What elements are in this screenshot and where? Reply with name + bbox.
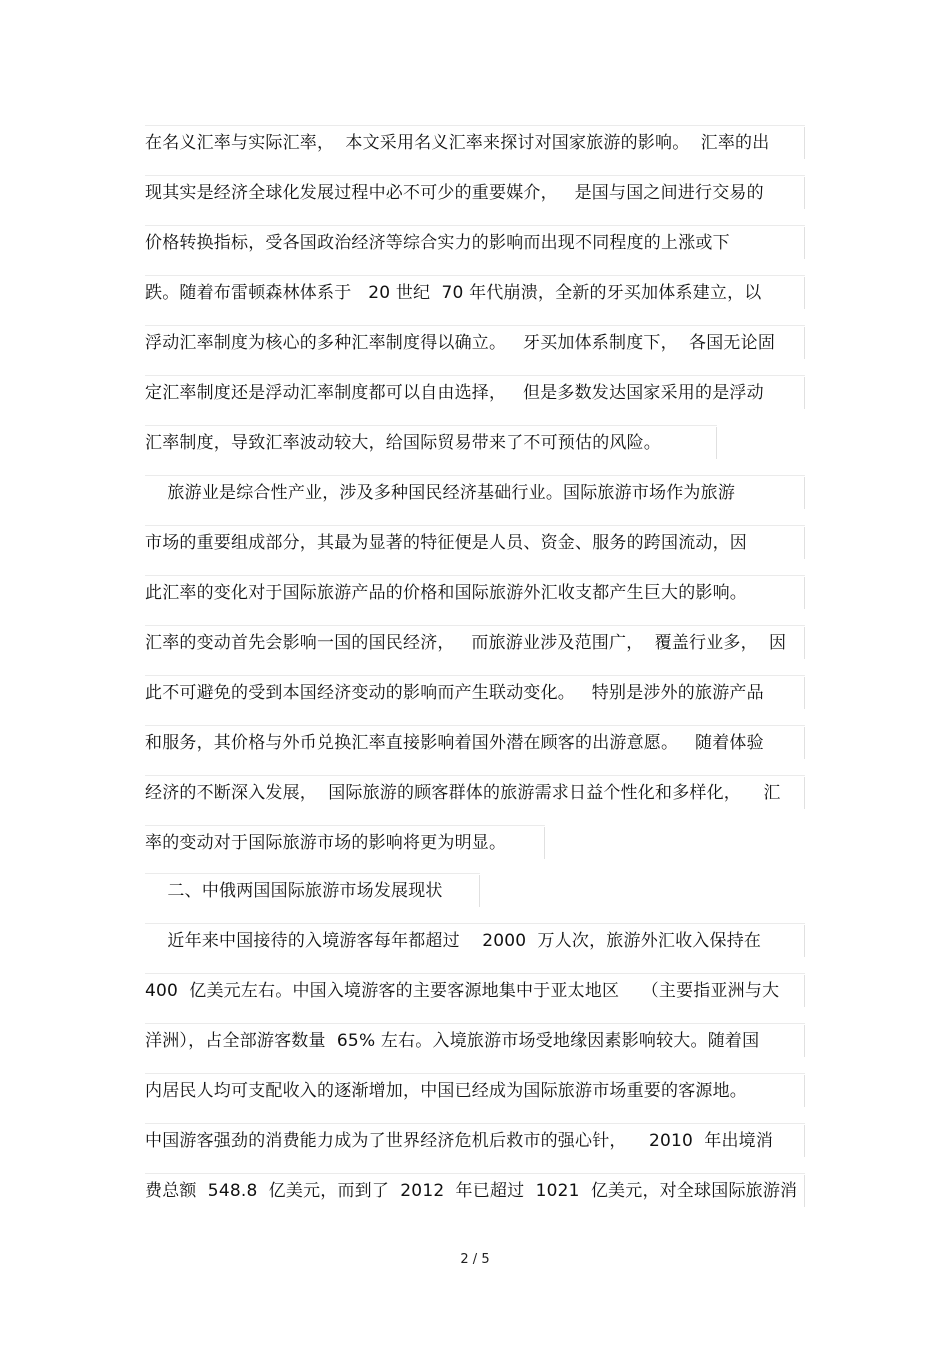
section-heading: 二、中俄两国国际旅游市场发展现状 <box>145 873 480 909</box>
text-line-14: 经济的不断深入发展， 国际旅游的顾客群体的旅游需求日益个性化和多样化， 汇 <box>145 775 805 811</box>
text-line-13: 和服务，其价格与外币兑换汇率直接影响着国外潜在顾客的出游意愿。 随着体验 <box>145 725 805 761</box>
text-line-3: 价格转换指标，受各国政治经济等综合实力的影响而出现不同程度的上涨或下 <box>145 225 805 261</box>
text-line-5: 浮动汇率制度为核心的多种汇率制度得以确立。 牙买加体系制度下， 各国无论固 <box>145 325 805 361</box>
page-number: 2 / 5 <box>460 1252 490 1267</box>
text-line-9: 市场的重要组成部分，其最为显著的特征便是人员、资金、服务的跨国流动，因 <box>145 525 805 561</box>
text-line-12: 此不可避免的受到本国经济变动的影响而产生联动变化。 特别是涉外的旅游产品 <box>145 675 805 711</box>
text-line-20: 中国游客强劲的消费能力成为了世界经济危机后救市的强心针， 2010 年出境消 <box>145 1123 805 1159</box>
text-line-11: 汇率的变动首先会影响一国的国民经济， 而旅游业涉及范围广， 覆盖行业多， 因 <box>145 625 805 661</box>
text-line-2: 现其实是经济全球化发展过程中必不可少的重要媒介， 是国与国之间进行交易的 <box>145 175 805 211</box>
text-line-21: 费总额 548.8 亿美元，而到了 2012 年已超过 1021 亿美元，对全球国际旅游消 <box>145 1173 805 1209</box>
text-line-17: 400 亿美元左右。中国入境游客的主要客源地集中于亚太地区 （主要指亚洲与大 <box>145 973 805 1009</box>
text-line-19: 内居民人均可支配收入的逐渐增加，中国已经成为国际旅游市场重要的客源地。 <box>145 1073 805 1109</box>
text-line-7: 汇率制度，导致汇率波动较大，给国际贸易带来了不可预估的风险。 <box>145 425 717 461</box>
text-line-6: 定汇率制度还是浮动汇率制度都可以自由选择， 但是多数发达国家采用的是浮动 <box>145 375 805 411</box>
text-line-1: 在名义汇率与实际汇率， 本文采用名义汇率来探讨对国家旅游的影响。 汇率的出 <box>145 125 805 161</box>
text-line-4: 跌。随着布雷顿森林体系于 20 世纪 70 年代崩溃，全新的牙买加体系建立，以 <box>145 275 805 311</box>
text-line-18: 洋洲），占全部游客数量 65% 左右。入境旅游市场受地缘因素影响较大。随着国 <box>145 1023 805 1059</box>
text-line-8: 旅游业是综合性产业，涉及多种国民经济基础行业。国际旅游市场作为旅游 <box>145 475 805 511</box>
text-line-15: 率的变动对于国际旅游市场的影响将更为明显。 <box>145 825 545 861</box>
text-line-16: 近年来中国接待的入境游客每年都超过 2000 万人次，旅游外汇收入保持在 <box>145 923 805 959</box>
text-line-10: 此汇率的变化对于国际旅游产品的价格和国际旅游外汇收支都产生巨大的影响。 <box>145 575 805 611</box>
